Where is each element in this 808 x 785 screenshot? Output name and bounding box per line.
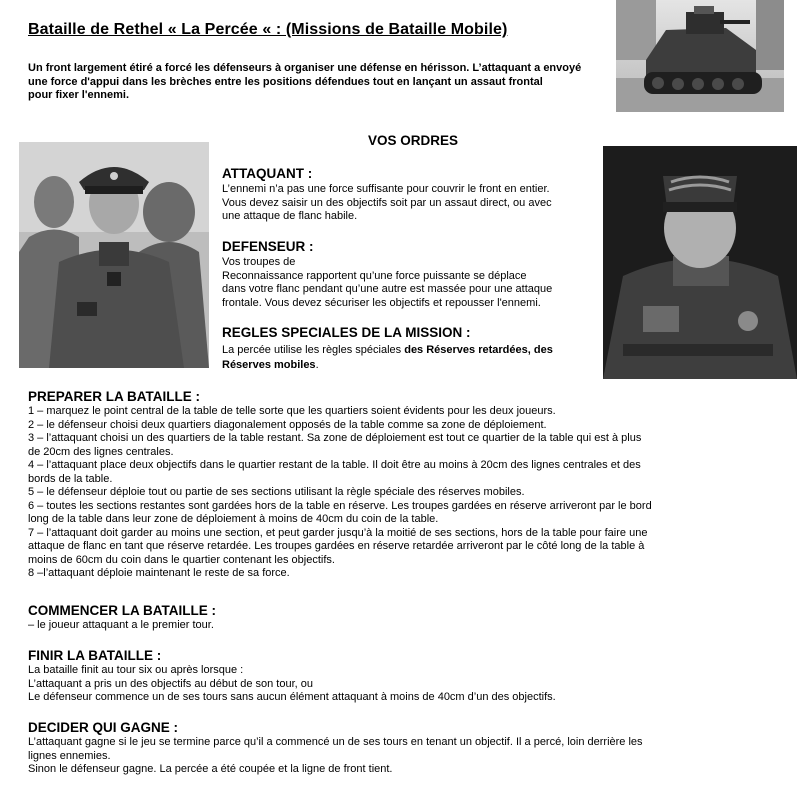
regles-bold-text: Réserves mobiles bbox=[222, 359, 316, 371]
decider-line: lignes ennemies. bbox=[28, 749, 111, 762]
preparer-line: 5 – le défenseur déploie tout ou partie de ses sections utilisant la règle spéciale des réserves mobiles. bbox=[28, 486, 525, 498]
german-officer-photo bbox=[19, 142, 209, 368]
french-general-image bbox=[603, 146, 797, 379]
preparer-line: long de la table dans leur zone de déploiement à moins de 40cm du coin de la table. bbox=[28, 513, 439, 525]
german-officer-image bbox=[19, 142, 209, 368]
preparer-line: 1 – marquez le point central de la table de telle sorte que les quartiers soient évidents pour les deux joueurs. bbox=[28, 405, 556, 417]
finir-line: L’attaquant a pris un des objectifs au début de son tour, ou bbox=[28, 677, 313, 690]
attaquant-line: une attaque de flanc habile. bbox=[222, 210, 358, 222]
finir-line: Le défenseur commence un de ses tours sans aucun élément attaquant à moins de 40cm d’un des objectifs. bbox=[28, 691, 556, 703]
finir-heading: FINIR LA BATAILLE : bbox=[28, 648, 162, 663]
preparer-line: 7 – l’attaquant doit garder au moins une section, et peut garder jusqu’à la moitié de ses sections, hors de la table pour faire une bbox=[28, 526, 648, 539]
french-general-photo bbox=[603, 146, 797, 379]
preparer-line: 8 –l’attaquant déploie maintenant le reste de sa force. bbox=[28, 567, 290, 579]
attaquant-line: Vous devez saisir un des objectifs soit par un assaut direct, ou avec bbox=[222, 196, 552, 209]
preparer-line: 4 – l’attaquant place deux objectifs dans le quartier restant de la table. Il doit être au moins à 20cm des lignes centrales et des bbox=[28, 459, 641, 471]
intro-line: une force d'appui dans les brèches entre les positions défendues tout en lançant un assaut frontal bbox=[28, 75, 543, 88]
preparer-line: de 20cm des lignes centrales. bbox=[28, 445, 174, 458]
preparer-section bbox=[28, 389, 788, 581]
tank-image bbox=[616, 0, 784, 112]
regles-section bbox=[222, 325, 592, 373]
attaquant-line: L’ennemi n’a pas une force suffisante pour couvrir le front en entier. bbox=[222, 183, 550, 195]
preparer-line: 2 – le défenseur choisi deux quartiers diagonalement opposés de la table comme sa zone de déploiement. bbox=[28, 418, 547, 431]
defenseur-heading: DEFENSEUR : bbox=[222, 239, 314, 254]
intro-line: pour fixer l'ennemi. bbox=[28, 89, 130, 101]
regles-line bbox=[222, 343, 592, 358]
attaquant-section bbox=[222, 166, 592, 224]
regles-bold-text: des Réserves retardées, des bbox=[404, 344, 553, 356]
decider-section bbox=[28, 720, 788, 777]
finir-section bbox=[28, 648, 788, 705]
defenseur-section bbox=[222, 239, 592, 310]
page-title: Bataille de Rethel « La Percée « : (Missions de Bataille Mobile) bbox=[28, 21, 508, 38]
defenseur-line: dans votre flanc pendant qu’une autre est massée pour une attaque bbox=[222, 283, 553, 295]
tank-photo bbox=[616, 0, 784, 112]
regles-heading: REGLES SPECIALES DE LA MISSION : bbox=[222, 325, 471, 340]
finir-line: La bataille finit au tour six ou après lorsque : bbox=[28, 664, 244, 676]
orders-title: VOS ORDRES bbox=[368, 133, 459, 148]
intro-line: Un front largement étiré a forcé les défenseurs à organiser une défense en hérisson. L’attaquant a envoyé bbox=[28, 62, 582, 74]
decider-line: L’attaquant gagne si le jeu se termine parce qu’il a commencé un de ses tours en tenant un objectif. Il a percé, loin derrière les bbox=[28, 736, 643, 748]
regles-text: La percée utilise les règles spéciales bbox=[222, 344, 405, 356]
decider-heading: DECIDER QUI GAGNE : bbox=[28, 720, 179, 735]
intro-paragraph bbox=[28, 62, 610, 103]
commencer-section bbox=[28, 603, 788, 633]
defenseur-line: frontale. Vous devez sécuriser les objectifs et repousser l'ennemi. bbox=[222, 296, 541, 309]
preparer-line: attaque de flanc en tant que réserve retardée. Les troupes gardées en réserve retardée arriveront par le côté long de la table à bbox=[28, 540, 645, 552]
regles-text: . bbox=[315, 359, 319, 371]
preparer-line: 6 – toutes les sections restantes sont gardées hors de la table en réserve. Les troupes gardées en réserve arriveront par le bord bbox=[28, 499, 652, 512]
commencer-heading: COMMENCER LA BATAILLE : bbox=[28, 603, 216, 618]
regles-line bbox=[222, 358, 592, 373]
defenseur-line: Vos troupes de bbox=[222, 256, 296, 268]
defenseur-line: Reconnaissance rapportent qu’une force puissante se déplace bbox=[222, 269, 527, 282]
preparer-heading: PREPARER LA BATAILLE : bbox=[28, 389, 200, 404]
preparer-line: 3 – l’attaquant choisi un des quartiers de la table restant. Sa zone de déploiement est tout ce quartier de la table qui est à plus bbox=[28, 432, 642, 444]
commencer-line: – le joueur attaquant a le premier tour. bbox=[28, 619, 214, 631]
preparer-line: bords de la table. bbox=[28, 472, 113, 485]
decider-line: Sinon le défenseur gagne. La percée a été coupée et la ligne de front tient. bbox=[28, 763, 393, 775]
attaquant-heading: ATTAQUANT : bbox=[222, 166, 313, 181]
preparer-line: moins de 60cm du coin dans le quartier contenant les objectifs. bbox=[28, 553, 335, 566]
